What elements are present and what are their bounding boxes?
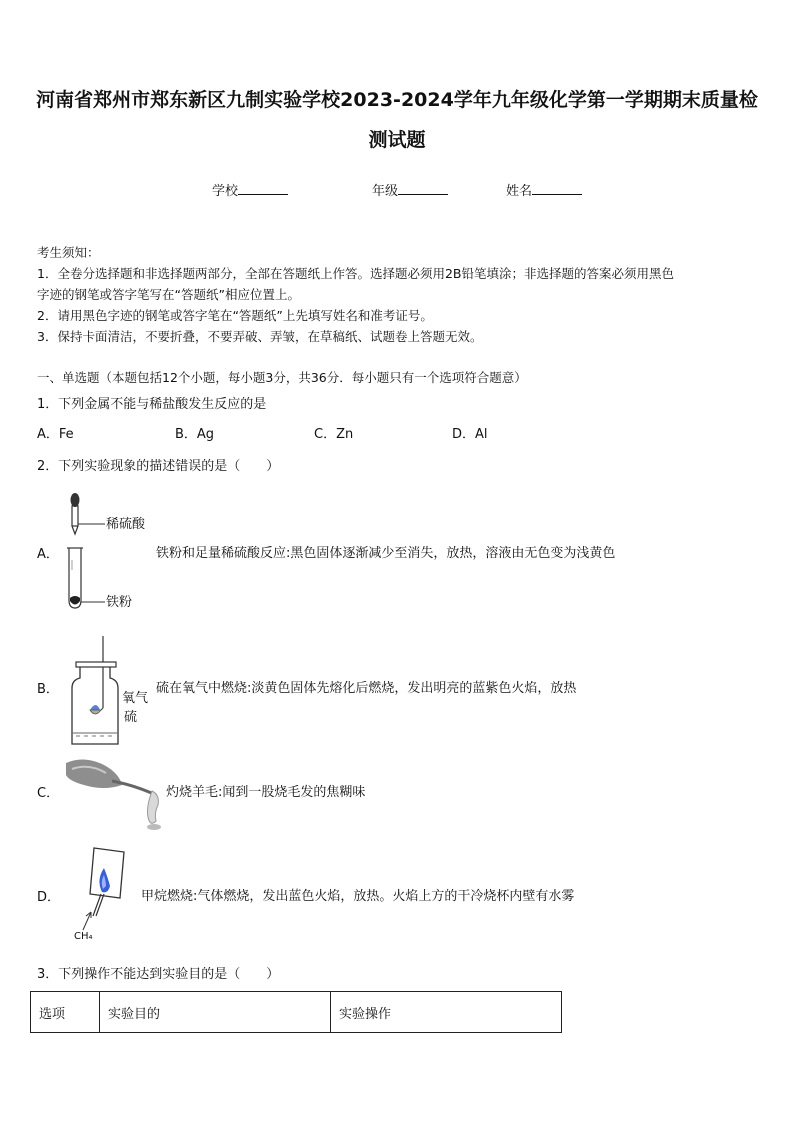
table-header-cell: 选项 <box>31 992 100 1033</box>
q1-option-b: B．Ag <box>175 427 215 442</box>
notice-item: 2．请用黑色字迹的钢笔或答字笔在“答题纸”上先填写姓名和准考证号。 <box>37 308 433 323</box>
name-blank <box>532 181 582 195</box>
q2-option-b-letter: B． <box>37 682 59 697</box>
name-label: 姓名 <box>506 184 533 199</box>
q3-table <box>30 991 562 1033</box>
notice-heading: 考生须知： <box>37 245 100 260</box>
table-header-cell: 实验目的 <box>100 992 331 1033</box>
burning-wool-photo <box>64 755 174 835</box>
q2-option-a-text: 铁粉和足量稀硫酸反应:黑色固体逐渐减少至消失，放热，溶液由无色变为浅黄色 <box>156 546 616 561</box>
question-2-stem: 2．下列实验现象的描述错误的是（ ） <box>37 459 280 474</box>
page-title-line2: 测试题 <box>368 129 426 151</box>
q1-option-a: A．Fe <box>37 427 74 442</box>
q1-option-c: C．Zn <box>314 427 354 442</box>
label-sulfur: 硫 <box>124 710 138 725</box>
question-3-stem: 3．下列操作不能达到实验目的是（ ） <box>37 967 280 982</box>
label-iron-powder: 铁粉 <box>106 595 133 610</box>
school-label: 学校 <box>212 184 239 199</box>
q2-option-c-text: 灼烧羊毛:闻到一股烧毛发的焦糊味 <box>166 785 366 800</box>
section-heading: 一、单选题（本题包括12个小题，每小题3分，共36分．每小题只有一个选项符合题意） <box>37 370 527 385</box>
notice-item: 1．全卷分选择题和非选择题两部分，全部在答题纸上作答。选择题必须用2B铅笔填涂；非选择题的答案必须用黑色 <box>37 266 674 281</box>
grade-label: 年级 <box>372 184 399 199</box>
notice-item: 3．保持卡面清洁，不要折叠，不要弄破、弄皱，在草稿纸、试题卷上答题无效。 <box>37 329 483 344</box>
grade-field <box>372 181 448 201</box>
grade-blank <box>398 181 448 195</box>
methane-flame-diagram <box>72 842 142 942</box>
q1-option-d: D．Al <box>452 427 488 442</box>
school-blank <box>238 181 288 195</box>
school-field <box>212 181 288 201</box>
table-header-cell: 实验操作 <box>331 992 562 1033</box>
q2-option-a-letter: A． <box>37 547 59 562</box>
q2-option-d-letter: D． <box>37 890 61 905</box>
table-row <box>31 992 562 1033</box>
label-ch4: CH₄ <box>74 931 93 942</box>
name-field <box>506 181 582 201</box>
q2-option-d-text: 甲烷燃烧:气体燃烧，发出蓝色火焰，放热。火焰上方的干冷烧杯内壁有水雾 <box>141 889 575 904</box>
question-1-stem: 1．下列金属不能与稀盐酸发生反应的是 <box>37 397 267 412</box>
gas-jar-diagram <box>70 632 130 752</box>
q2-option-b-text: 硫在氧气中燃烧:淡黄色固体先熔化后燃烧，发出明亮的蓝紫色火焰，放热 <box>156 681 577 696</box>
label-dilute-sulfuric-acid: 稀硫酸 <box>106 517 146 532</box>
q2-option-c-letter: C． <box>37 786 60 801</box>
page-title-line1: 河南省郑州市郑东新区九制实验学校2023-2024学年九年级化学第一学期期末质量检 <box>36 89 758 111</box>
notice-item: 字迹的钢笔或答字笔写在“答题纸”相应位置上。 <box>37 287 300 302</box>
label-oxygen: 氧气 <box>122 691 149 706</box>
